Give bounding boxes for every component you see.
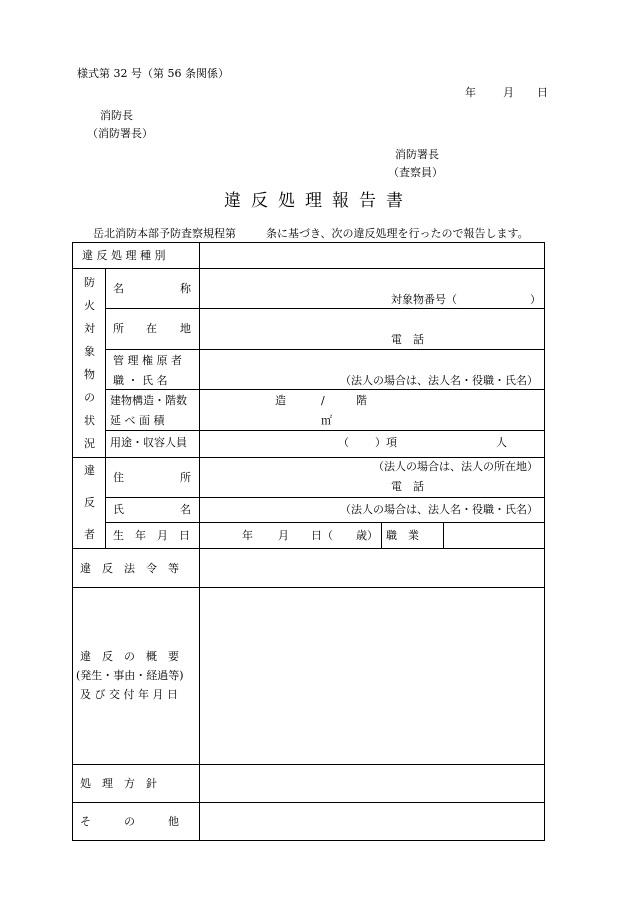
date-month: 月 [503,86,514,99]
name-label-b: 称 [180,282,191,295]
violator-name-label-a: 氏 [113,503,124,516]
summary-label-line1: 違 反 の 概 要 [80,650,179,663]
recipient-station: （消防署長） [87,127,153,140]
birth-year: 年 [242,529,253,542]
section-char: 状 [84,414,95,427]
usage-open: （ [338,436,349,449]
location-phone-label: 電 話 [391,333,424,346]
area-unit: ㎡ [321,414,332,427]
section-char: 防 [84,276,95,289]
form-number: 様式第 32 号（第 56 条関係） [77,67,229,80]
table-rule [105,268,106,548]
table-rule [105,308,545,309]
structure-slash: / [321,394,325,407]
intro-text-part1: 岳北消防本部予防査察規程第 [93,227,236,240]
structure-kai: 階 [356,394,367,407]
table-rule [105,430,545,431]
summary-label-line2: (発生・事由・経過等) [76,669,184,682]
structure-zo: 造 [275,394,286,407]
law-label: 違 反 法 令 等 [80,562,179,575]
object-number-label: 対象物番号（ [391,293,457,306]
table-rule [105,497,545,498]
recipient-chief: 消防長 [100,109,133,122]
table-rule [199,242,200,841]
page-title: 違反処理報告書 [224,191,413,211]
table-rule [105,349,545,350]
corp-address-note: （法人の場合は、法人の所在地） [373,460,538,473]
section-char: 象 [84,345,95,358]
table-rule [72,587,545,588]
address-label-b: 所 [180,471,191,484]
violator-name-label-b: 名 [180,503,191,516]
location-label-c: 地 [180,322,191,335]
birth-label: 生 年 月 日 [113,529,190,542]
name-label-a: 名 [113,282,124,295]
location-label-a: 所 [113,322,124,335]
violator-char: 者 [84,528,95,541]
usage-people: 人 [496,436,507,449]
section-char: の [84,391,95,404]
building-label-line1: 建物構造・階数 [110,394,187,407]
object-number-close: ） [530,293,541,306]
section-char: 物 [84,368,95,381]
table-rule [381,522,382,548]
sender-inspector: （査察員） [388,166,443,179]
other-label: そ の 他 [80,815,179,828]
section-char: 火 [84,299,95,312]
building-label-line2: 延 べ 面 積 [110,414,165,427]
table-rule [443,522,444,548]
intro-text-part2: 条に基づき、次の違反処理を行ったので報告します。 [266,227,529,240]
summary-label-line3: 及 び 交 付 年 月 日 [80,688,178,701]
section-char: 対 [84,322,95,335]
birth-age: 歳） [356,529,378,542]
violator-char: 違 [84,464,95,477]
table-rule [72,764,545,765]
table-rule [72,268,545,269]
table-rule [72,802,545,803]
manager-corp-note: （法人の場合は、法人名・役職・氏名） [340,374,538,387]
table-rule [72,548,545,549]
table-rule [72,242,545,243]
birth-day: 日（ [311,529,333,542]
address-label-a: 住 [113,471,124,484]
birth-month: 月 [278,529,289,542]
policy-label: 処 理 方 針 [80,777,157,790]
date-day: 日 [537,86,548,99]
violation-type-label: 違 反 処 理 種 別 [82,249,166,262]
violator-char: 反 [84,496,95,509]
usage-close: ）項 [375,436,397,449]
table-rule [72,840,545,841]
manager-label-line1: 管 理 権 原 者 [113,354,182,367]
table-rule [72,242,73,841]
sender-station-chief: 消防署長 [395,148,439,161]
manager-label-line2: 職 ・ 氏 名 [113,374,168,387]
location-label-b: 在 [146,322,157,335]
table-rule [105,389,545,390]
table-rule [72,457,545,458]
occupation-label: 職 業 [386,529,419,542]
violator-corp-note: （法人の場合は、法人名・役職・氏名） [340,503,538,516]
table-rule [105,522,545,523]
usage-label: 用途・収容人員 [110,436,187,449]
violator-phone-label: 電 話 [391,480,424,493]
table-rule [544,242,545,841]
section-char: 況 [84,437,95,450]
date-year: 年 [465,86,476,99]
